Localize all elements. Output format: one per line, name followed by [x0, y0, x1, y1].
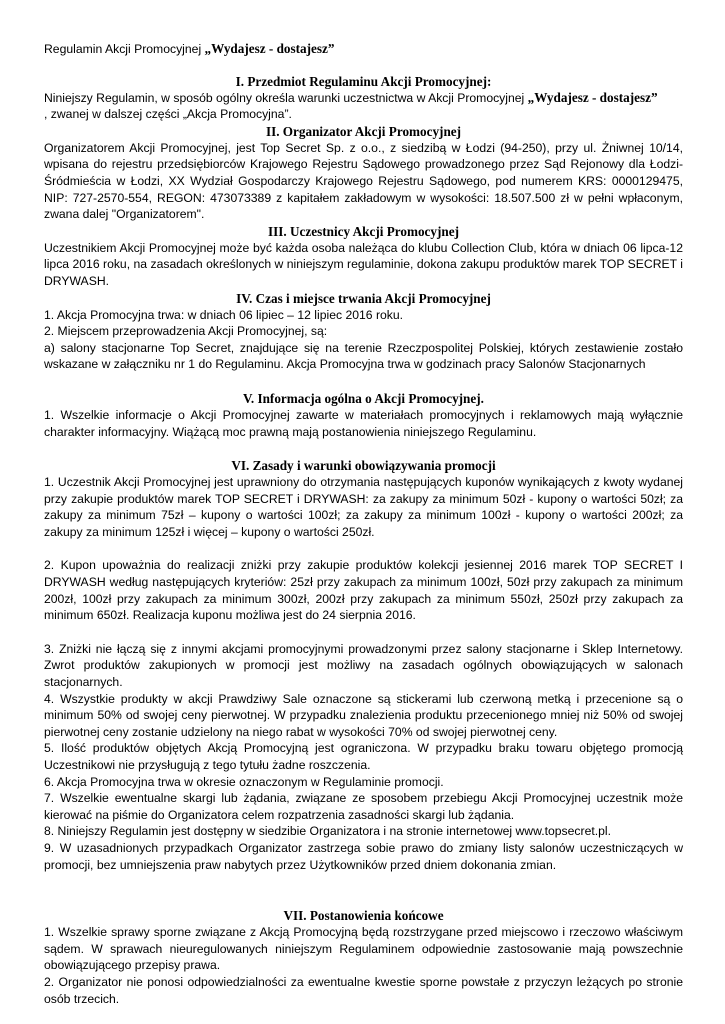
section-heading-6: VI. Zasady i warunki obowiązywania promocji: [231, 458, 496, 474]
section-3-text: Uczestnikiem Akcji Promocyjnej może być każda osoba należąca do klubu Collection Club, która w dniach 06 lipca-12 lipca 2016 roku, na zasadach określonych w niniejszym regulaminie, dokona zakupu produktów marek TOP SECRET i DRYWASH.: [44, 240, 683, 288]
section-6-item-6: 6. Akcja Promocyjna trwa w okresie oznaczonym w Regulaminie promocji.: [44, 774, 444, 789]
section-4-item-3: a) salony stacjonarne Top Secret, znajdujące się na terenie Rzeczpospolitej Polskiej, których zestawienie zostało wskazane w załączniku nr 1 do Regulaminu. Akcja Promocyjna trwa w godzinach pracy Salonów Stacjonarnych: [44, 340, 683, 372]
document-page: [44, 41, 683, 1007]
section-heading-1: I. Przedmiot Regulaminu Akcji Promocyjnej:: [235, 73, 492, 89]
section-1-promotion-name: „Wydajesz - dostajesz”: [527, 89, 658, 105]
section-heading-3: III. Uczestnicy Akcji Promocyjnej: [268, 223, 459, 239]
section-2-text: Organizatorem Akcji Promocyjnej, jest Top Secret Sp. z o.o., z siedzibą w Łodzi (94-250), przy ul. Żniwnej 10/14, wpisana do rejestru przedsiębiorców Krajowego Rejestru Sądowego prowadzonego przez Sąd Rejonowy dla Łodzi-Śródmieścia w Łodzi, XX Wydział Gospodarczy Krajowego Rejestru Sądowego, pod numerem KRS: 0000129475, NIP: 727-2570-554, REGON: 473073389 z kapitałem zakładowym w wysokości: 18.507.500 zł w pełni wpłaconym, zwana dalej "Organizatorem".: [44, 140, 683, 222]
document-title-prefix: Regulamin Akcji Promocyjnej: [44, 42, 205, 56]
section-heading-7: VII. Postanowienia końcowe: [283, 908, 444, 924]
section-5-text: 1. Wszelkie informacje o Akcji Promocyjnej zawarte w materiałach promocyjnych i reklamowych mają wyłącznie charakter informacyjny. Wiążącą moc prawną mają postanowienia niniejszego Regulaminu.: [44, 407, 683, 439]
section-4-item-2: 2. Miejscem przeprowadzenia Akcji Promocyjnej, są:: [44, 324, 328, 339]
section-6-item-9: 9. W uzasadnionych przypadkach Organizator zastrzega sobie prawo do zmiany listy salonów uczestniczących w promocji, bez umniejszenia praw nabytych przez Użytkowników przed dniem dokonania zmian.: [44, 840, 683, 872]
section-4-item-1: 1. Akcja Promocyjna trwa: w dniach 06 lipiec – 12 lipiec 2016 roku.: [44, 307, 404, 322]
section-1-text-part-2: , zwanej w dalszej części „Akcja Promocyjna”.: [44, 107, 292, 122]
section-heading-2: II. Organizator Akcji Promocyjnej: [265, 123, 462, 139]
section-7-item-2: 2. Organizator nie ponosi odpowiedzialności za ewentualne kwestie sporne powstałe z przyczyn leżących po stronie osób trzecich.: [44, 974, 683, 1006]
section-heading-4: IV. Czas i miejsce trwania Akcji Promocyjnej: [236, 290, 491, 306]
section-7-item-1: 1. Wszelkie sprawy sporne związane z Akcją Promocyjną będą rozstrzygane przed miejscowo i rzeczowo właściwym sądem. W sprawach nieuregulowanych niniejszym Regulaminem odpowiednie zastosowanie mają powszechnie obowiązującego przepisy prawa.: [44, 925, 683, 973]
promotion-name: „Wydajesz - dostajesz”: [204, 41, 335, 56]
document-title: [44, 41, 683, 58]
section-1-text: [44, 90, 683, 123]
section-6-item-3: 3. Zniżki nie łączą się z innymi akcjami promocyjnymi prowadzonymi przez salony stacjonarne i Sklep Internetowy. Zwrot produktów zakupionych w promocji jest możliwy na zasadach ogólnych obowiązujących w salonach stacjonarnych.: [44, 641, 683, 690]
section-1-text-part: Niniejszy Regulamin, w sposób ogólny określa warunki uczestnictwa w Akcji Promocyjnej: [44, 90, 528, 105]
section-6-item-8: 8. Niniejszy Regulamin jest dostępny w siedzibie Organizatora i na stronie internetowej www.topsecret.pl.: [44, 824, 611, 839]
section-heading-5: V. Informacja ogólna o Akcji Promocyjnej.: [243, 390, 484, 406]
section-6-item-7: 7. Wszelkie ewentualne skargi lub żądania, związane ze sposobem przebiegu Akcji Promocyjnej uczestnik może kierować na piśmie do Organizatora celem rozpatrzenia zasadności skargi lub żądania.: [44, 791, 683, 822]
section-6-item-5: 5. Ilość produktów objętych Akcją Promocyjną jest ograniczona. W przypadku braku towaru objętego promocją Uczestnikowi nie przysługują z tego tytułu żadne roszczenia.: [44, 741, 683, 772]
section-6-item-1: 1. Uczestnik Akcji Promocyjnej jest uprawniony do otrzymania następujących kuponów wynikających z kwoty wydanej przy zakupie produktów marek TOP SECRET i DRYWASH: za zakupy za minimum 50zł - kupony o wartości 50zł; za zakupy za minimum 75zł – kupony o wartości 100zł; za zakupy za minimum 100zł - kupony o wartości 200zł; za zakupy za minimum 125zł i więcej – kupony o wartości 250zł.: [44, 475, 683, 539]
section-6-item-4: 4. Wszystkie produkty w akcji Prawdziwy Sale oznaczone są stickerami lub czerwoną metką i przecenione są o minimum 50% od swojej ceny pierwotnej. W przypadku znalezienia produktu przecenionego mniej niż 50% od swojej pierwotnej ceny zostanie udzielony na niego rabat w wysokości 70% od swojej pierwotnej ceny.: [44, 691, 683, 739]
section-6-item-2: 2. Kupon upoważnia do realizacji zniżki przy zakupie produktów kolekcji jesiennej 2016 marek TOP SECRET I DRYWASH według następujących kryteriów: 25zł przy zakupach za minimum 100zł, 50zł przy zakupach za minimum 200zł, 100zł przy zakupach za minimum 300zł, 200zł przy zakupach za minimum 550zł, 250zł przy zakupach za minimum 650zł. Realizacja kuponu możliwa jest do 24 sierpnia 2016.: [44, 558, 683, 623]
